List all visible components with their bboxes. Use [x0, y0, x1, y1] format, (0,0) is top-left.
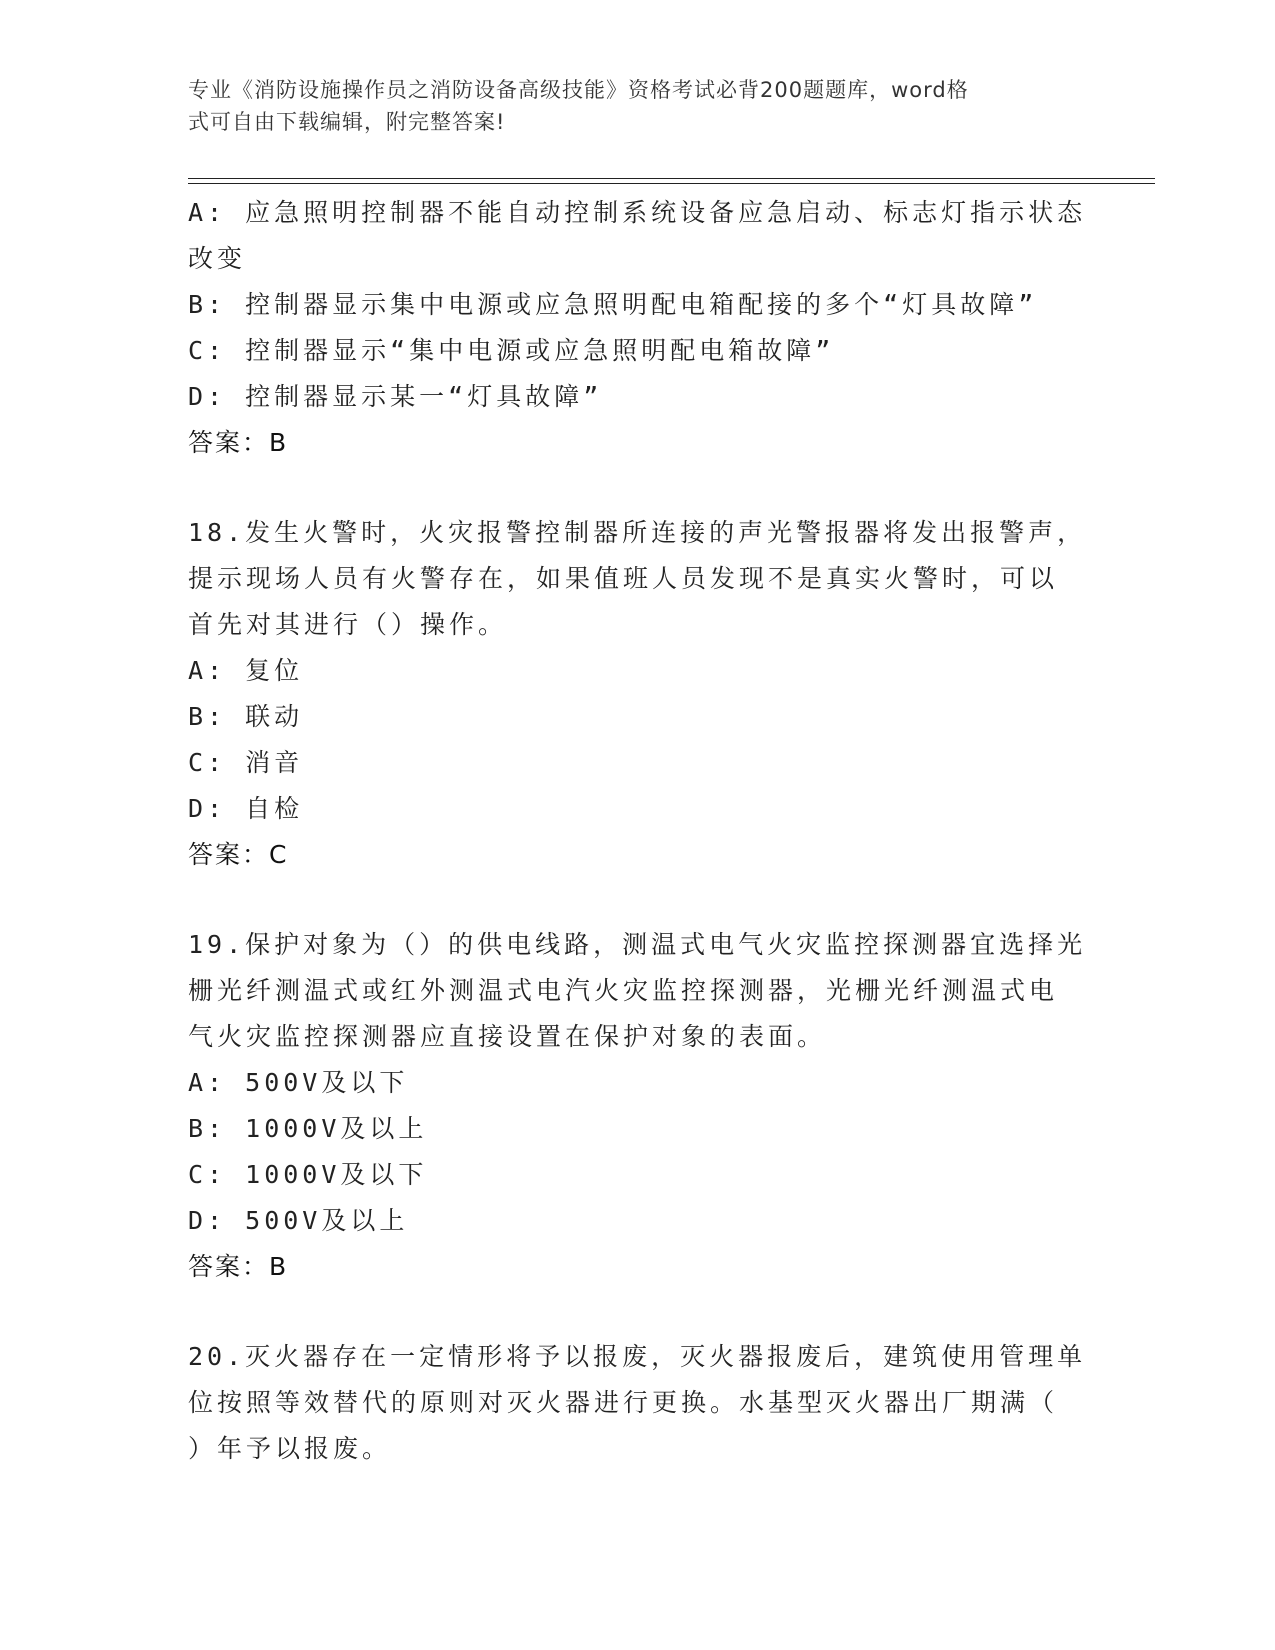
option-b: B: 联动 — [188, 702, 304, 731]
option-d: D: 自检 — [188, 794, 304, 823]
spacer — [188, 1290, 1088, 1334]
option-a-line-1: A: 应急照明控制器不能自动控制系统设备应急启动、标志灯指示状态 — [188, 198, 1087, 227]
header-line-1: 专业《消防设施操作员之消防设备高级技能》资格考试必背200题题库，word格 — [188, 78, 969, 102]
answer: 答案：B — [188, 1252, 289, 1281]
question-stem-line-1: 20.灭火器存在一定情形将予以报废，灭火器报废后，建筑使用管理单 — [188, 1342, 1087, 1371]
question-17 — [188, 190, 1088, 466]
spacer — [188, 466, 1088, 510]
option-a: A: 500V及以下 — [188, 1068, 409, 1097]
header-divider-top — [188, 178, 1155, 179]
question-stem-line-3: ）年予以报废。 — [188, 1434, 392, 1463]
option-d: D: 500V及以上 — [188, 1206, 409, 1235]
option-d: D: 控制器显示某一“灯具故障” — [188, 382, 603, 411]
question-stem-line-3: 气火灾监控探测器应直接设置在保护对象的表面。 — [188, 1022, 827, 1051]
spacer — [188, 878, 1088, 922]
document-header — [188, 74, 1068, 138]
option-c: C: 消音 — [188, 748, 304, 777]
option-a: A: 复位 — [188, 656, 304, 685]
question-stem-line-2: 栅光纤测温式或红外测温式电汽火灾监控探测器，光栅光纤测温式电 — [188, 976, 1059, 1005]
question-stem-line-2: 位按照等效替代的原则对灭火器进行更换。水基型灭火器出厂期满（ — [188, 1388, 1059, 1417]
question-19 — [188, 922, 1088, 1290]
header-divider-bottom — [188, 183, 1155, 184]
question-20 — [188, 1334, 1088, 1472]
question-18 — [188, 510, 1088, 878]
question-stem-line-2: 提示现场人员有火警存在，如果值班人员发现不是真实火警时，可以 — [188, 564, 1059, 593]
header-line-2: 式可自由下载编辑，附完整答案! — [188, 110, 506, 134]
answer: 答案：C — [188, 840, 289, 869]
option-c: C: 控制器显示“集中电源或应急照明配电箱故障” — [188, 336, 835, 365]
question-stem-line-3: 首先对其进行（）操作。 — [188, 610, 508, 639]
question-list — [188, 190, 1088, 1472]
option-b: B: 1000V及以上 — [188, 1114, 428, 1143]
option-b: B: 控制器显示集中电源或应急照明配电箱配接的多个“灯具故障” — [188, 290, 1038, 319]
question-stem-line-1: 18.发生火警时，火灾报警控制器所连接的声光警报器将发出报警声， — [188, 518, 1087, 547]
question-stem-line-1: 19.保护对象为（）的供电线路，测温式电气火灾监控探测器宜选择光 — [188, 930, 1087, 959]
option-a-line-2: 改变 — [188, 244, 247, 273]
answer: 答案：B — [188, 428, 289, 457]
option-c: C: 1000V及以下 — [188, 1160, 428, 1189]
